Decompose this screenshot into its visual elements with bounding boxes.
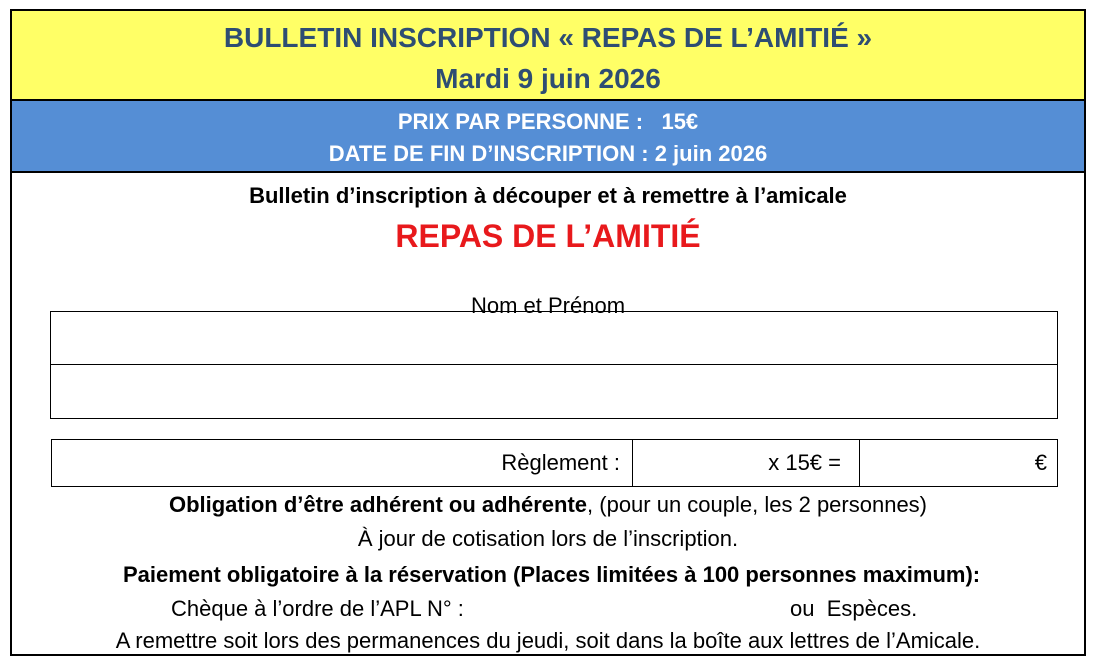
payment-quantity-field[interactable]: x 15€ = xyxy=(633,440,860,486)
header-date: Mardi 9 juin 2026 xyxy=(435,63,661,94)
price-bar xyxy=(12,101,1084,173)
name-field-row-2[interactable] xyxy=(51,365,1057,417)
cheque-instruction: Chèque à l’ordre de l’APL N° : xyxy=(171,596,464,621)
registration-deadline: DATE DE FIN D’INSCRIPTION : 2 juin 2026 xyxy=(328,141,768,166)
price-per-person: PRIX PAR PERSONNE : 15€ xyxy=(397,109,699,134)
payment-required-note: Paiement obligatoire à la réservation (Places limitées à 100 personnes maximum): xyxy=(123,562,981,587)
registration-form xyxy=(10,9,1086,656)
name-field-box xyxy=(50,311,1058,419)
name-label: Nom et Prénom xyxy=(470,293,626,318)
event-title: REPAS DE L’AMITIÉ xyxy=(395,218,701,254)
membership-obligation xyxy=(12,490,1084,520)
cotisation-note: À jour de cotisation lors de l’inscription. xyxy=(357,526,739,551)
payment-table xyxy=(51,439,1058,487)
cut-out-instruction: Bulletin d’inscription à découper et à remettre à l’amicale xyxy=(249,183,847,208)
cash-option: ou Espèces. xyxy=(790,596,918,621)
payment-label: Règlement : xyxy=(52,440,633,486)
delivery-instruction: A remettre soit lors des permanences du jeudi, soit dans la boîte aux lettres de l’Amicale. xyxy=(115,628,981,653)
membership-obligation-bold: Obligation d’être adhérent ou adhérente xyxy=(168,492,588,517)
payment-total-field[interactable]: € xyxy=(1034,450,1047,475)
name-field-row-1[interactable] xyxy=(51,312,1057,364)
header-title: BULLETIN INSCRIPTION « REPAS DE L’AMITIÉ » xyxy=(223,22,873,53)
header-banner xyxy=(12,11,1084,101)
membership-obligation-rest: , (pour un couple, les 2 personnes) xyxy=(587,492,928,517)
